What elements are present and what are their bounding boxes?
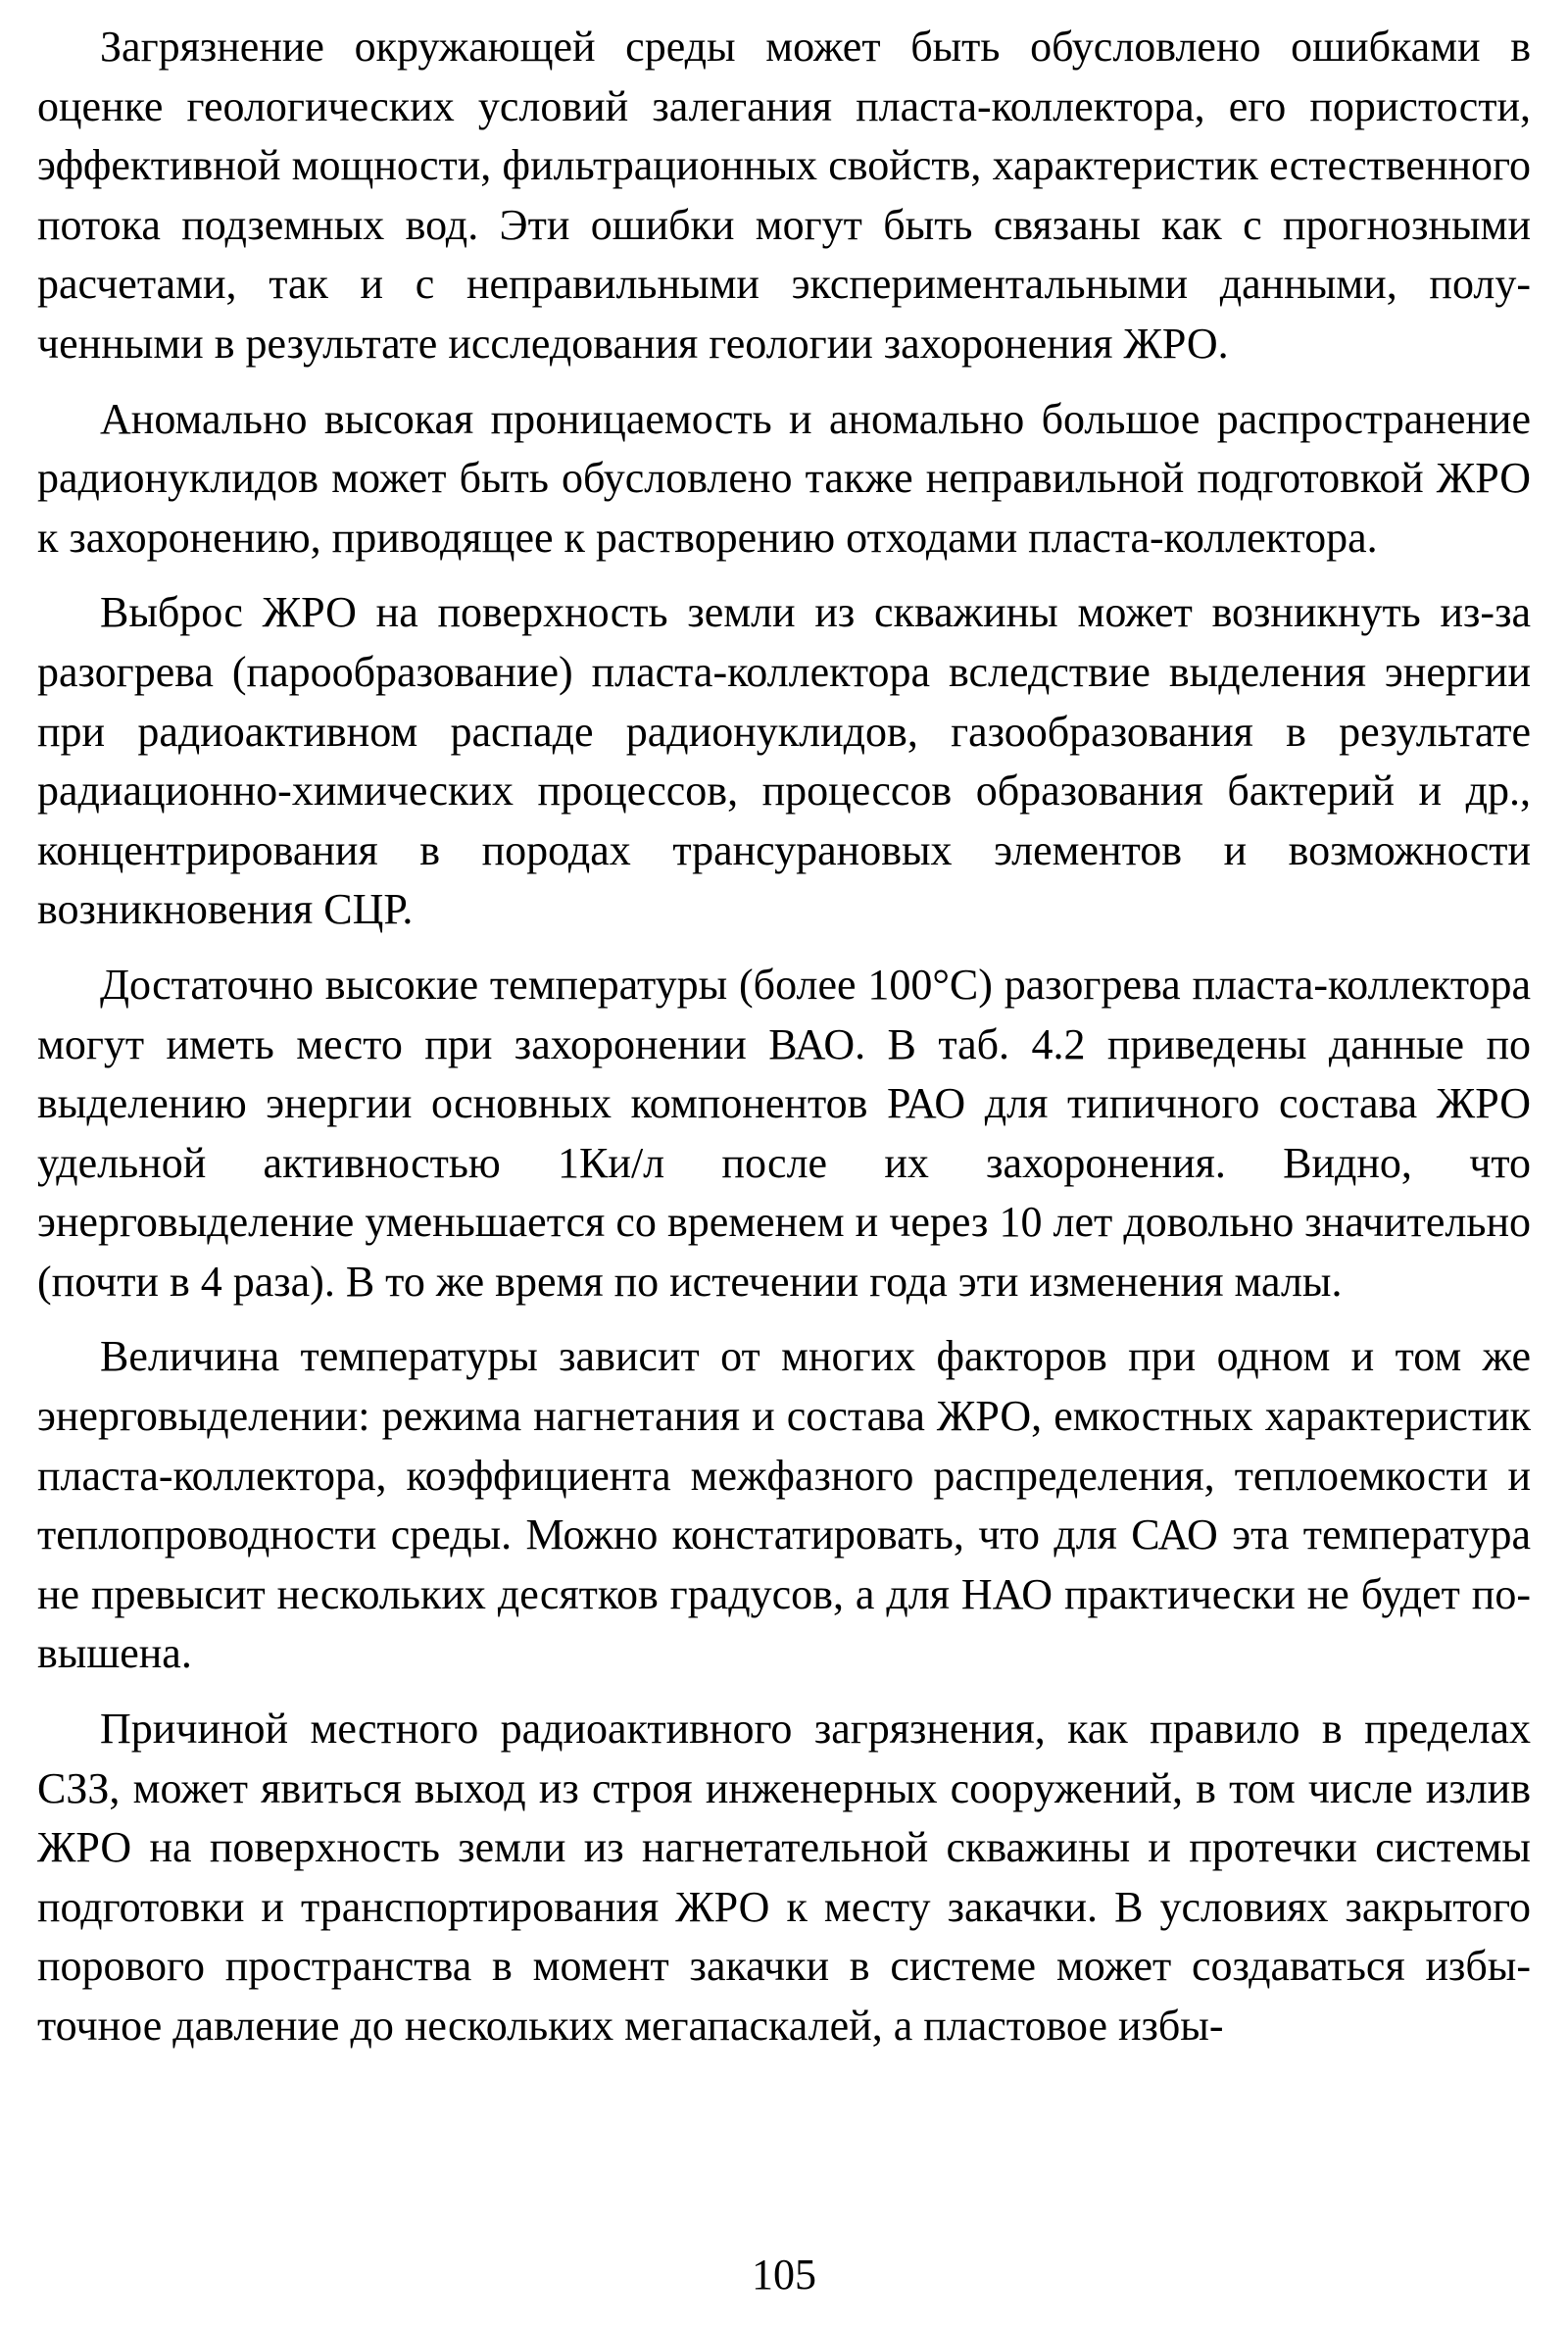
paragraph-contamination-errors: Загрязнение окружающей среды может быть обусловлено ошибками в оценке геологических условий залегания пласта-коллектора, его пористости, эффективной мощности, фильтрационных свойств, характеристик естественного потока подземных вод. Эти ошибки могут быть связаны как с прогнозными расчетами, так и с неправильными экспериментальными данными, полученными в результате исследования геологии захоронения ЖРО. (37, 23, 1531, 368)
paragraph-high-temperatures: Достаточно высокие температуры (более 100°С) разогрева пласта-коллектора могут иметь место при захоронении ВАО. В таб. 4.2 приведены данные по выделению энергии основных компонентов РАО для типичного состава ЖРО удельной активностью 1Ки/л после их захоронения. Видно, что энерговыделение уменьшается со временем и через 10 лет довольно значительно (почти в 4 раза). В то же время по истечении года эти изменения малы. (37, 960, 1531, 1306)
paragraph-temperature-factors: Величина температуры зависит от многих факторов при одном и том же энерговыделении: режима нагнетания и состава ЖРО, емкостных характеристик пласта-коллектора, коэффициента межфазного распределения, теплоемкости и теплопроводности среды. Можно констатировать, что для САО эта температура не превысит нескольких десятков градусов, а для НАО практически не будет повышена. (37, 1332, 1531, 1678)
page-number: 105 (752, 2251, 816, 2299)
paragraph-surface-ejection: Выброс ЖРО на поверхность земли из скважины может возникнуть из-за разогрева (парообразование) пласта-коллектора вследствие выделения энергии при радиоактивном распаде радионуклидов, газообразования в результате радиационно-химических процессов, процессов образования бактерий и др., концентрирования в породах трансурановых элементов и возможности возникновения СЦР. (37, 588, 1531, 934)
document-page (37, 18, 1531, 2311)
paragraph-local-contamination: Причиной местного радиоактивного загрязнения, как правило в пределах СЗЗ, может явиться выход из строя инженерных сооружений, в том числе излив ЖРО на поверхность земли из нагнетательной скважины и протечки системы подготовки и транспортирования ЖРО к месту закачки. В условиях закрытого порового пространства в момент закачки в системе может создаваться избыточное давление до нескольких мегапаскалей, а пластовое избы- (37, 1705, 1531, 2050)
paragraph-anomalous-permeability: Аномально высокая проницаемость и аномально большое распространение радионуклидов может быть обусловлено также неправильной подготовкой ЖРО к захоронению, приводящее к растворению отходами пласта-коллектора. (37, 394, 1531, 562)
